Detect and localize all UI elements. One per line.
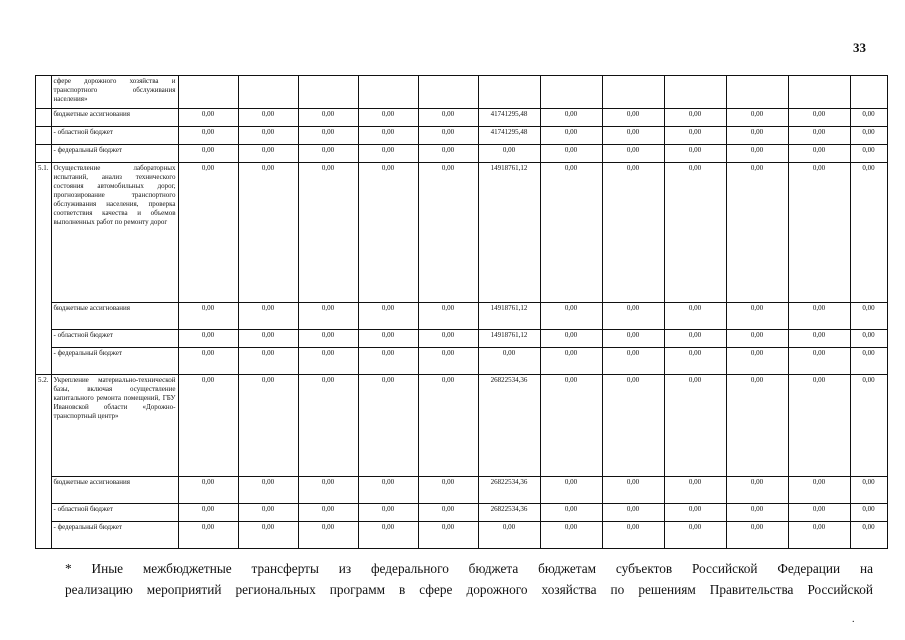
table-cell-value: 0,00 (664, 522, 726, 549)
table-cell-label: - областной бюджет (51, 504, 178, 522)
table-cell-value: 0,00 (788, 303, 850, 330)
table-cell-value: 0,00 (726, 303, 788, 330)
table-cell-value: 0,00 (238, 109, 298, 127)
table-cell-label: бюджетные ассигнования (51, 109, 178, 127)
table-cell-value: 0,00 (238, 375, 298, 477)
table-cell-value: 0,00 (664, 303, 726, 330)
table-cell-value: 0,00 (850, 109, 887, 127)
table-cell-value: 0,00 (298, 504, 358, 522)
footnote (65, 558, 873, 600)
table-cell-value: 0,00 (418, 145, 478, 163)
table-cell-value: 0,00 (298, 477, 358, 504)
table-cell-value: 0,00 (726, 109, 788, 127)
table-cell-value: 0,00 (664, 477, 726, 504)
table-cell-value: 0,00 (418, 522, 478, 549)
table-row (36, 145, 888, 163)
table-cell-value: 0,00 (788, 330, 850, 348)
table-cell-value: 0,00 (602, 163, 664, 303)
table-cell-value: 0,00 (358, 127, 418, 145)
table-cell-value (178, 76, 238, 109)
table-cell-value: 0,00 (726, 163, 788, 303)
table-cell-value: 0,00 (238, 522, 298, 549)
table-cell-value: 0,00 (178, 375, 238, 477)
table-cell-value: 0,00 (726, 375, 788, 477)
table-cell-value: 0,00 (238, 504, 298, 522)
table-cell-index (36, 109, 52, 127)
table-cell-value: 0,00 (178, 477, 238, 504)
table-cell-value: 0,00 (726, 522, 788, 549)
table-cell-value: 0,00 (358, 330, 418, 348)
table-row (36, 76, 888, 109)
table-cell-value (540, 76, 602, 109)
table-cell-value: 0,00 (602, 348, 664, 375)
table-cell-value: 0,00 (418, 127, 478, 145)
table-cell-value: 0,00 (540, 330, 602, 348)
table-cell-value: 0,00 (298, 145, 358, 163)
table-row (36, 504, 888, 522)
table-cell-value: 0,00 (478, 522, 540, 549)
table-cell-value: 0,00 (788, 127, 850, 145)
table-cell-value: 0,00 (238, 163, 298, 303)
table-cell-value: 0,00 (358, 145, 418, 163)
table-cell-value: 0,00 (664, 504, 726, 522)
page-number: 33 (853, 40, 866, 55)
table-cell-value: 0,00 (602, 477, 664, 504)
table-cell-value: 0,00 (664, 348, 726, 375)
table-cell-value: 0,00 (602, 375, 664, 477)
table-row (36, 348, 888, 375)
table-cell-value: 14918761,12 (478, 163, 540, 303)
table-cell-value: 0,00 (238, 303, 298, 330)
table-cell-value (238, 76, 298, 109)
table-cell-value: 0,00 (850, 348, 887, 375)
table-cell-value: 0,00 (788, 163, 850, 303)
table-cell-value: 0,00 (664, 375, 726, 477)
table-cell-value: 14918761,12 (478, 303, 540, 330)
table-cell-value: 0,00 (298, 163, 358, 303)
table-cell-value: 0,00 (602, 127, 664, 145)
table-cell-value: 0,00 (602, 145, 664, 163)
table-cell-value: 0,00 (298, 375, 358, 477)
table-cell-value: 0,00 (664, 109, 726, 127)
table-cell-value: 0,00 (540, 504, 602, 522)
table-cell-value (602, 76, 664, 109)
table-row (36, 163, 888, 303)
table-row (36, 303, 888, 330)
table-cell-value: 0,00 (238, 348, 298, 375)
table-cell-value: 0,00 (298, 522, 358, 549)
table-row (36, 109, 888, 127)
table-cell-value: 0,00 (298, 348, 358, 375)
table-cell-value: 0,00 (664, 330, 726, 348)
table-cell-value: 0,00 (850, 330, 887, 348)
table-cell-value: 0,00 (238, 477, 298, 504)
table-cell-value: 0,00 (664, 163, 726, 303)
table-cell-value: 0,00 (178, 330, 238, 348)
table-cell-label: - областной бюджет (51, 127, 178, 145)
table-row (36, 522, 888, 549)
table-cell-value: 0,00 (298, 127, 358, 145)
table-cell-value: 26822534,36 (478, 375, 540, 477)
table-row (36, 330, 888, 348)
table-cell-value: 0,00 (602, 504, 664, 522)
table-cell-label: Осуществление лабораторных испытаний, анализ технического состояния автомобильных дорог, прогнозирование транспортного обслуживания населения, проверка соответствия качества и объемов выполненных работ по ремонту дорог (51, 163, 178, 303)
table-cell-value: 0,00 (178, 109, 238, 127)
table-cell-value: 14918761,12 (478, 330, 540, 348)
table-cell-label: - федеральный бюджет (51, 145, 178, 163)
table-cell-value: 0,00 (602, 330, 664, 348)
table-cell-value: 0,00 (178, 303, 238, 330)
table-cell-value: 0,00 (788, 375, 850, 477)
table-cell-index (36, 145, 52, 163)
table-cell-value (418, 76, 478, 109)
table-cell-value: 0,00 (358, 522, 418, 549)
table-cell-value: 0,00 (850, 522, 887, 549)
footnote-line-2: реализацию мероприятий региональных программ в сфере дорожного хозяйства по решениям Правительства Российской (65, 582, 873, 597)
table-cell-value: 0,00 (850, 145, 887, 163)
table-cell-value: 0,00 (850, 375, 887, 477)
table-cell-label: бюджетные ассигнования (51, 303, 178, 330)
table-cell-value: 0,00 (418, 504, 478, 522)
table-row (36, 477, 888, 504)
table-cell-value: 0,00 (418, 303, 478, 330)
table-cell-value: 0,00 (358, 504, 418, 522)
table-cell-label: - областной бюджет (51, 330, 178, 348)
table-cell-value: 0,00 (358, 163, 418, 303)
table-cell-value: 0,00 (540, 303, 602, 330)
table-cell-value (298, 76, 358, 109)
table-cell-value: 0,00 (540, 375, 602, 477)
table-cell-value: 0,00 (664, 127, 726, 145)
table-row (36, 375, 888, 477)
table-cell-value: 0,00 (726, 145, 788, 163)
table-cell-value: 0,00 (602, 109, 664, 127)
table-cell-value: 0,00 (238, 127, 298, 145)
table-cell-value: 0,00 (238, 330, 298, 348)
table-cell-value: 0,00 (788, 504, 850, 522)
table-cell-value: 0,00 (418, 163, 478, 303)
table-cell-value: 0,00 (418, 375, 478, 477)
table-cell-value: 0,00 (178, 145, 238, 163)
table-cell-value (850, 76, 887, 109)
table-cell-value: 0,00 (298, 109, 358, 127)
table-cell-value (664, 76, 726, 109)
table-cell-value: 0,00 (850, 127, 887, 145)
table-cell-label: бюджетные ассигнования (51, 477, 178, 504)
table-cell-value: 0,00 (788, 348, 850, 375)
table-cell-value: 0,00 (358, 348, 418, 375)
table-cell-value: 0,00 (358, 109, 418, 127)
table-cell-value: 0,00 (788, 145, 850, 163)
table-cell-value: 0,00 (788, 522, 850, 549)
table-cell-value: 0,00 (726, 504, 788, 522)
table-cell-value: 0,00 (358, 303, 418, 330)
table-cell-label: сфере дорожного хозяйства и транспортного обслуживания населения» (51, 76, 178, 109)
table-cell-value: 0,00 (540, 127, 602, 145)
table-cell-value: 41741295,48 (478, 109, 540, 127)
table-cell-value: 0,00 (358, 477, 418, 504)
table-cell-value: 0,00 (298, 303, 358, 330)
table-cell-value: 26822534,36 (478, 504, 540, 522)
table-cell-value: 26822534,36 (478, 477, 540, 504)
stray-mark: . (852, 614, 855, 625)
table-cell-value: 0,00 (726, 330, 788, 348)
table-cell-value: 0,00 (418, 348, 478, 375)
table-cell-value: 0,00 (602, 522, 664, 549)
table-cell-value: 0,00 (788, 477, 850, 504)
table-cell-value: 0,00 (478, 348, 540, 375)
budget-table (35, 75, 888, 549)
table-cell-value: 0,00 (540, 145, 602, 163)
table-row (36, 127, 888, 145)
table-cell-value: 0,00 (540, 522, 602, 549)
table-cell-index: 5.1. (36, 163, 52, 375)
table-cell-value (358, 76, 418, 109)
table-cell-value: 0,00 (602, 303, 664, 330)
table-cell-value: 0,00 (850, 477, 887, 504)
footnote-line-1: * Иные межбюджетные трансферты из федерального бюджета бюджетам субъектов Российской Федерации на (65, 561, 873, 576)
table-cell-value: 0,00 (850, 504, 887, 522)
table-cell-index (36, 76, 52, 109)
table-cell-value: 0,00 (418, 330, 478, 348)
table-cell-label: - федеральный бюджет (51, 522, 178, 549)
table-cell-value: 0,00 (540, 477, 602, 504)
table-cell-value: 0,00 (178, 163, 238, 303)
table-cell-value (726, 76, 788, 109)
table-cell-value: 0,00 (418, 477, 478, 504)
table-cell-value: 0,00 (788, 109, 850, 127)
table-cell-value: 0,00 (178, 522, 238, 549)
table-cell-value: 0,00 (540, 163, 602, 303)
table-cell-value: 41741295,48 (478, 127, 540, 145)
table-cell-value (478, 76, 540, 109)
table-cell-value: 0,00 (540, 109, 602, 127)
table-cell-label: - федеральный бюджет (51, 348, 178, 375)
table-cell-value: 0,00 (178, 348, 238, 375)
table-cell-label: Укрепление материально-технической базы, включая осуществление капитального ремонта помещений, ГБУ Ивановской области «Дорожно-транспортный центр» (51, 375, 178, 477)
table-cell-value: 0,00 (726, 127, 788, 145)
table-cell-value: 0,00 (664, 145, 726, 163)
table-cell-index (36, 127, 52, 145)
table-cell-value: 0,00 (726, 348, 788, 375)
table-cell-value: 0,00 (238, 145, 298, 163)
table-cell-value: 0,00 (178, 127, 238, 145)
table-cell-index: 5.2. (36, 375, 52, 549)
table-cell-value: 0,00 (418, 109, 478, 127)
table-cell-value: 0,00 (178, 504, 238, 522)
table-cell-value (788, 76, 850, 109)
table-cell-value: 0,00 (358, 375, 418, 477)
table-cell-value: 0,00 (726, 477, 788, 504)
table-cell-value: 0,00 (850, 163, 887, 303)
table-cell-value: 0,00 (478, 145, 540, 163)
table-cell-value: 0,00 (850, 303, 887, 330)
table-cell-value: 0,00 (540, 348, 602, 375)
table-cell-value: 0,00 (298, 330, 358, 348)
